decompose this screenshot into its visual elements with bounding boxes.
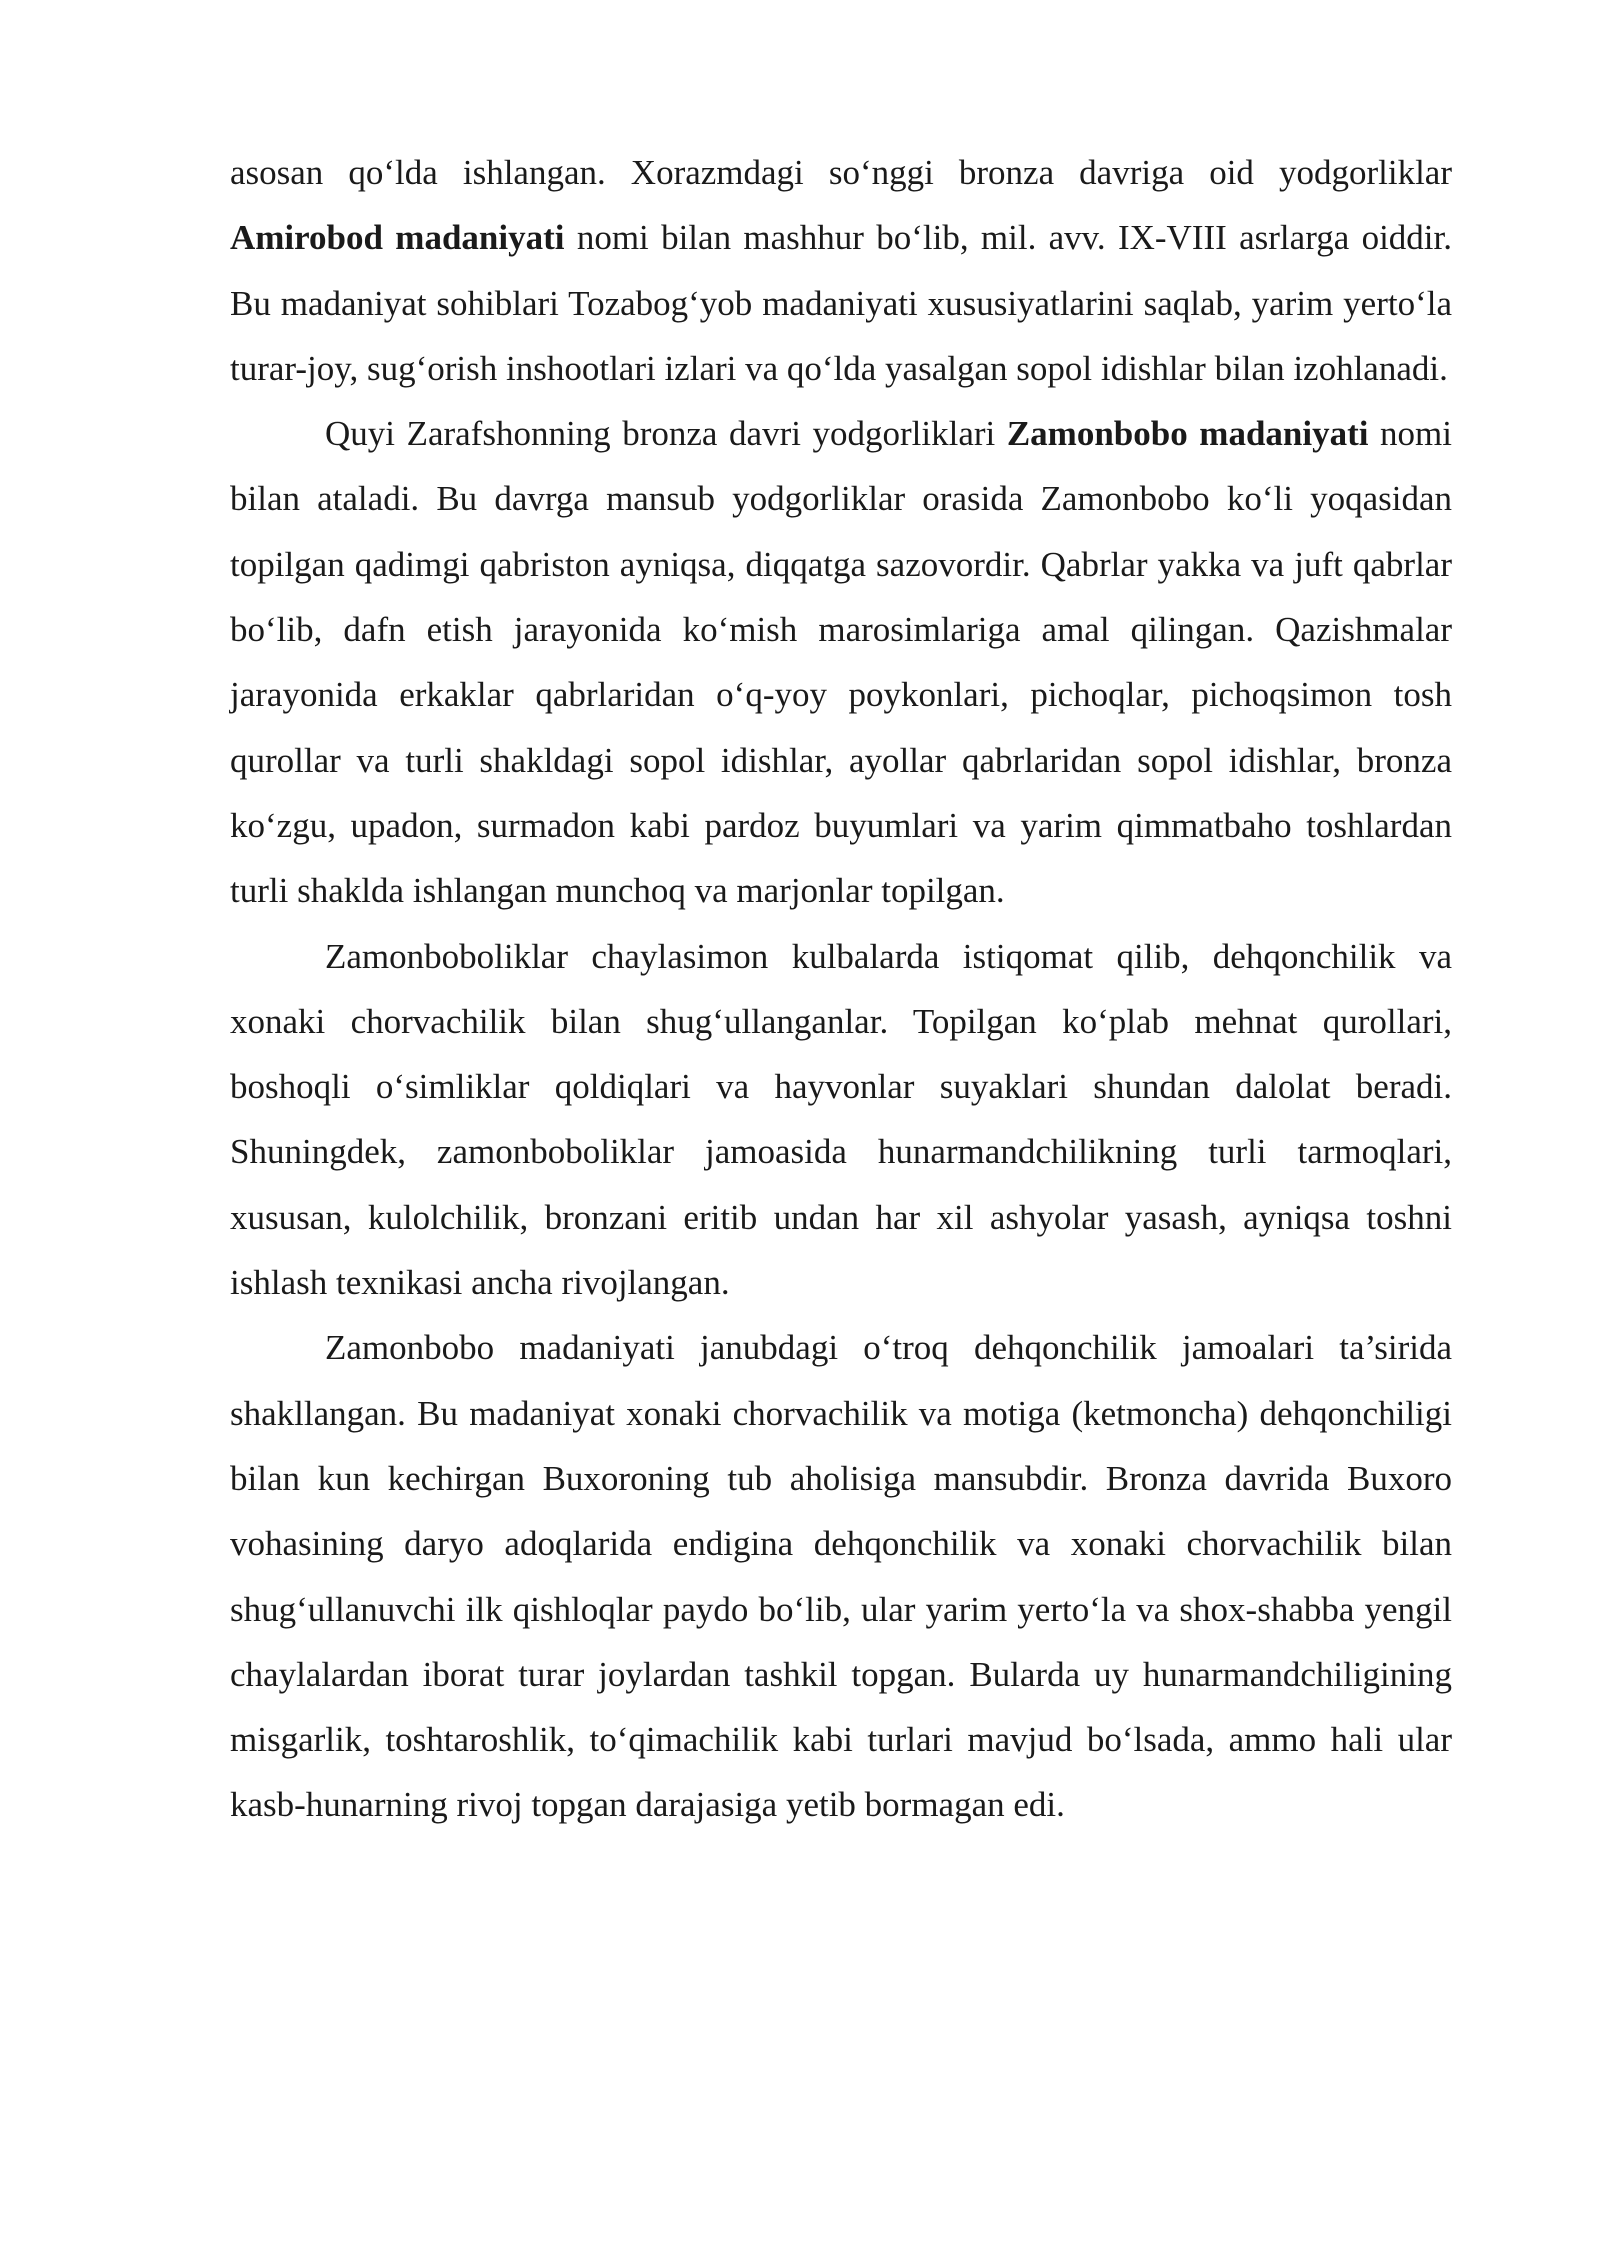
- paragraph-1: [230, 140, 1452, 401]
- paragraph-4: [230, 1315, 1452, 1837]
- paragraph-2: [230, 401, 1452, 923]
- paragraph-2-text: Quyi Zarafshonning bronza davri yodgorliklari: [325, 414, 1007, 454]
- paragraph-4-text: Zamonbobo madaniyati janubdagi o‘troq dehqonchilik jamoalari ta’sirida shakllangan. Bu madaniyat xonaki chorvachilik va motiga (ketmoncha) dehqonchiligi bilan kun kechirgan Buxoroning tub aholisiga mansubdir. Bronza davrida Buxoro vohasining daryo adoqlarida endigina dehqonchilik va xonaki chorvachilik bilan shug‘ullanuvchi ilk qishloqlar paydo bo‘lib, ular yarim yerto‘la va shox-shabba yengil chaylalardan iborat turar joylardan tashkil topgan. Bularda uy hunarmandchiligining misgarlik, toshtaroshlik, to‘qimachilik kabi turlari mavjud bo‘lsada, ammo hali ular kasb-hunarning rivoj topgan darajasiga yetib bormagan edi.: [230, 1328, 1452, 1825]
- paragraph-1-text: asosan qo‘lda ishlangan. Xorazmdagi so‘nggi bronza davriga oid yodgorliklar: [230, 153, 1452, 192]
- paragraph-3-text: Zamonboboliklar chaylasimon kulbalarda istiqomat qilib, dehqonchilik va xonaki chorvachilik bilan shug‘ullanganlar. Topilgan ko‘plab mehnat qurollari, boshoqli o‘simliklar qoldiqlari va hayvonlar suyaklari shundan dalolat beradi. Shuningdek, zamonboboliklar jamoasida hunarmandchilikning turli tarmoqlari, xususan, kulolchilik, bronzani eritib undan har xil ashyolar yasash, ayniqsa toshni ishlash texnikasi ancha rivojlangan.: [230, 936, 1452, 1303]
- document-page: [230, 140, 1452, 1838]
- paragraph-3: [230, 924, 1452, 1316]
- paragraph-1-text-cont: nomi bilan mashhur bo‘lib, mil. avv. IX-VIII asrlarga oiddir. Bu madaniyat sohiblari Tozabog‘yob madaniyati xususiyatlarini saqlab, yarim yerto‘la turar-joy, sug‘orish inshootlari izlari va qo‘lda yasalgan sopol idishlar bilan izohlanadi.: [230, 218, 1452, 388]
- term-zamonbobo-madaniyati: Zamonbobo madaniyati: [1006, 414, 1369, 454]
- term-amirobod-madaniyati: Amirobod madaniyati: [230, 218, 565, 258]
- paragraph-2-text-cont: nomi bilan ataladi. Bu davrga mansub yodgorliklar orasida Zamonbobo ko‘li yoqasidan topilgan qadimgi qabriston ayniqsa, diqqatga sazovordir. Qabrlar yakka va juft qabrlar bo‘lib, dafn etish jarayonida ko‘mish marosimlariga amal qilingan. Qazishmalar jarayonida erkaklar qabrlaridan o‘q-yoy poykonlari, pichoqlar, pichoqsimon tosh qurollar va turli shakldagi sopol idishlar, ayollar qabrlaridan sopol idishlar, bronza ko‘zgu, upadon, surmadon kabi pardoz buyumlari va yarim qimmatbaho toshlardan turli shaklda ishlangan munchoq va marjonlar topilgan.: [230, 414, 1452, 911]
